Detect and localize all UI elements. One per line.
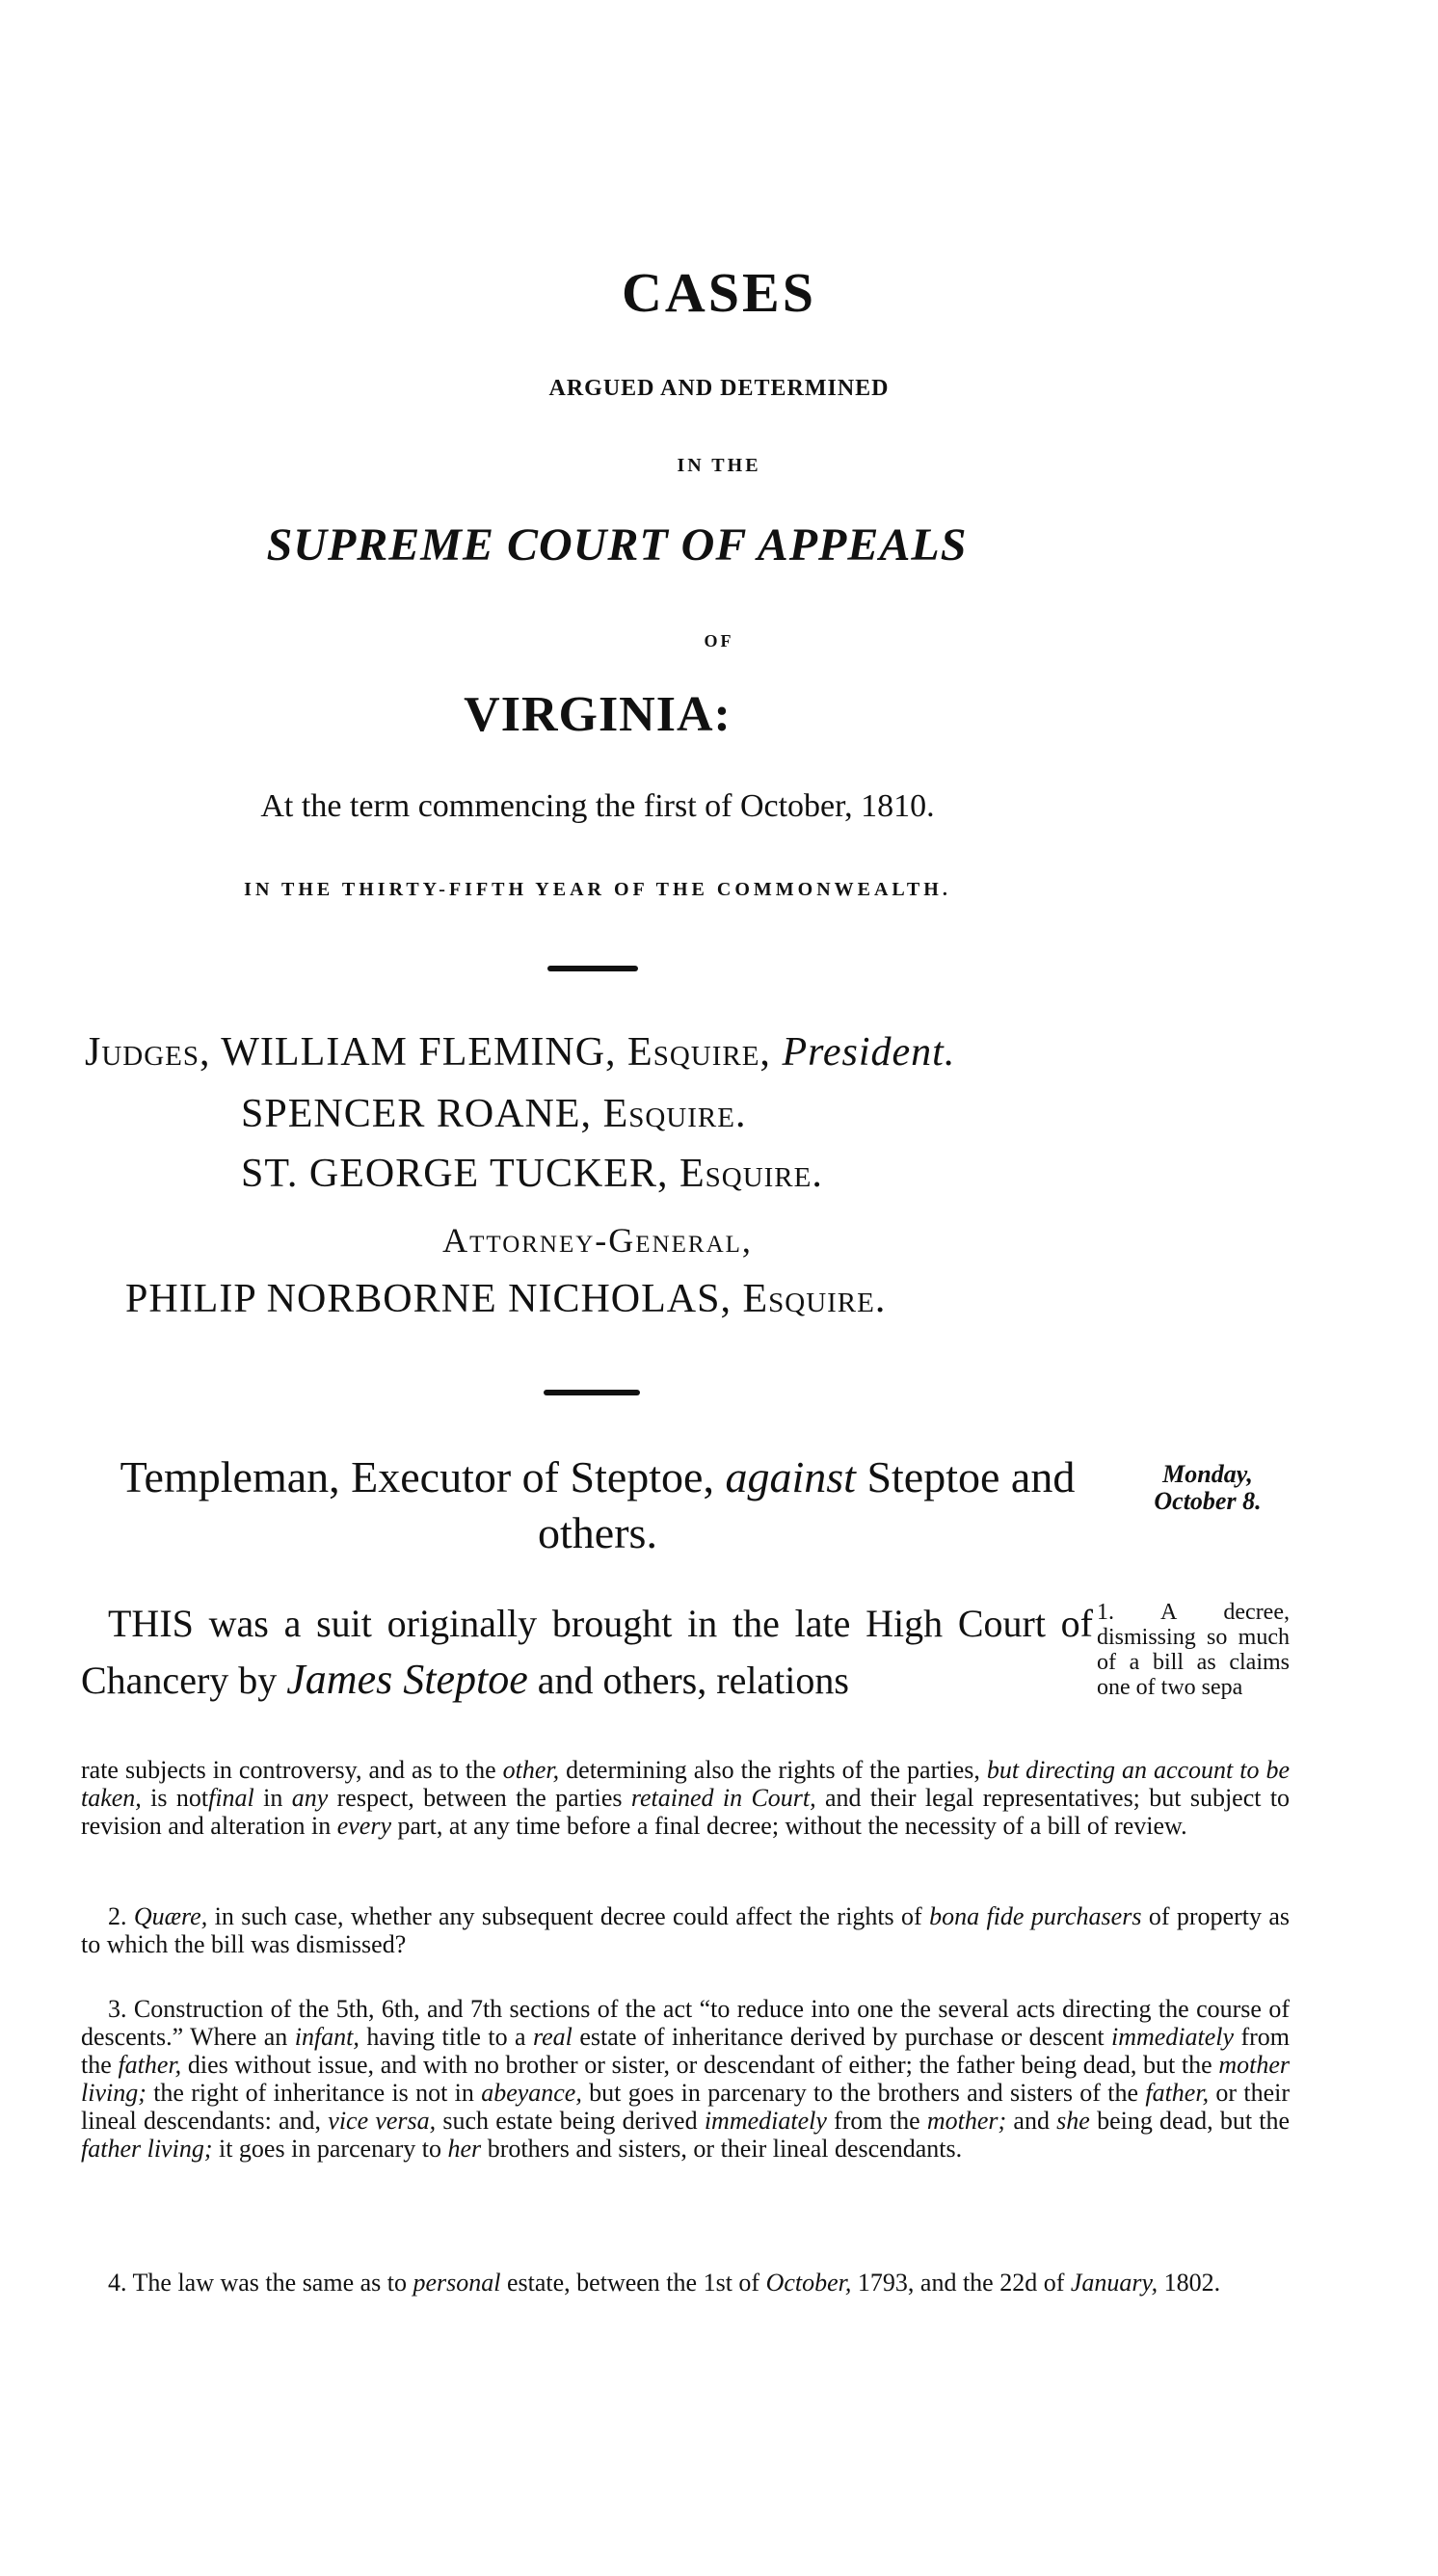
judge-line-tucker (241, 1151, 823, 1197)
note-text: 4. The law was the same as to (108, 2269, 407, 2297)
note-emph: real (532, 2023, 573, 2051)
note-emph: vice versa, (328, 2107, 437, 2135)
note-emph: other, (502, 1756, 560, 1784)
court-name: SUPREME COURT OF APPEALS (266, 519, 968, 571)
note-text: but goes in parcenary to the brothers and sisters of the (589, 2079, 1139, 2107)
note-emph: immediately (1110, 2023, 1235, 2051)
judge-line-fleming (85, 1029, 955, 1076)
subtitle-of: OF (704, 631, 734, 651)
note-text: rate subjects in controversy, and as to the (81, 1756, 496, 1784)
note-emph: personal (413, 2269, 501, 2297)
note-text: in (263, 1784, 283, 1812)
note-emph: but directing an account to be taken, (81, 1756, 1291, 1812)
note-text: determining also the rights of the parties, (566, 1756, 980, 1784)
case-title-part: Steptoe and others. (538, 1452, 1076, 1557)
note-text: estate, between the 1st of (507, 2269, 760, 2297)
judge-name: SPENCER ROANE, (241, 1092, 593, 1136)
note-emph: October, (765, 2269, 852, 2297)
headnote-1-continued (81, 1756, 1290, 1840)
party-name: James Steptoe (286, 1656, 528, 1703)
judge-name: WILLIAM FLEMING, (221, 1030, 617, 1075)
note-text: is not (150, 1784, 209, 1812)
attorney-general-name: PHILIP NORBORNE NICHOLAS, (125, 1277, 732, 1321)
note-text: such estate being derived (442, 2107, 698, 2135)
note-emph: retained in Court, (630, 1784, 816, 1812)
note-emph: mother; (926, 2107, 1007, 2135)
case-title-part: Templeman, Executor of Steptoe, (120, 1452, 714, 1501)
note-text: 3. Construction of the 5th, 6th, and 7th sections of the act “to reduce into one the several acts directing the course of descents.” Where an (81, 1995, 1290, 2051)
note-text: the right of inheritance is not in (153, 2079, 474, 2107)
note-emph: her (447, 2135, 482, 2163)
headnote-2 (81, 1902, 1290, 1958)
note-text: respect, between the parties (336, 1784, 623, 1812)
note-emph: immediately (704, 2107, 827, 2135)
note-text: having title to a (366, 2023, 526, 2051)
judge-suffix: Esquire. (602, 1092, 747, 1136)
case-date-note (1126, 1461, 1290, 1515)
ornamental-rule (544, 1390, 640, 1395)
judge-name: ST. GEORGE TUCKER, (241, 1152, 669, 1196)
note-text: 1802. (1163, 2269, 1221, 2297)
note-number: 2. (108, 1902, 127, 1930)
body-paragraph (81, 1596, 1093, 1709)
note-emph: January, (1070, 2269, 1158, 2297)
body-text: and others, relations (537, 1659, 849, 1702)
note-emph: she (1056, 2107, 1090, 2135)
note-text: being dead, but the (1097, 2107, 1291, 2135)
note-text: and their legal representatives; but subject to revision and alteration in (81, 1784, 1291, 1840)
note-text: part, at any time before a final decree; without the necessity of a bill of review. (397, 1812, 1187, 1840)
note-text: or their lineal descendants: and, (81, 2079, 1291, 2135)
note-emph: father, (1145, 2079, 1210, 2107)
margin-headnote: 1. A decree, dismissing so much of a bill as claims one of two sepa (1097, 1600, 1290, 1700)
note-text: dies without issue, and with no brother or sister, or descendant of either; the father being dead, but the (187, 2051, 1212, 2079)
headnote-3 (81, 1995, 1290, 2163)
note-text: of property as to which the bill was dismissed? (81, 1902, 1291, 1958)
note-text: in such case, whether any subsequent decree could affect the rights of (214, 1902, 922, 1930)
note-emph: mother living; (81, 2051, 1291, 2107)
note-text: 1793, and the 22d of (857, 2269, 1065, 2297)
judges-label: Judges, (85, 1030, 211, 1075)
note-emph: final (208, 1784, 254, 1812)
judge-suffix: Esquire, (627, 1030, 771, 1075)
note-emph: Quære, (133, 1902, 208, 1930)
year-line: IN THE THIRTY-FIFTH YEAR OF THE COMMONWEALTH. (244, 879, 951, 900)
state-name: VIRGINIA: (464, 687, 732, 742)
attorney-general-name-line (125, 1276, 886, 1322)
headnote-4 (81, 2269, 1290, 2297)
note-emph: abeyance, (481, 2079, 582, 2107)
note-text: from the (834, 2107, 920, 2135)
note-emph: father living; (81, 2135, 213, 2163)
term-line: At the term commencing the first of October, 1810. (260, 788, 935, 824)
note-emph: every (336, 1812, 391, 1840)
note-emph: bona fide purchasers (929, 1902, 1142, 1930)
note-text: from the (81, 2023, 1291, 2079)
ornamental-rule (547, 966, 638, 971)
body-text: THIS was a suit originally brought in the late High Court of Chancery by (81, 1602, 1093, 1702)
case-title (77, 1449, 1118, 1561)
case-date-day: Monday, (1162, 1460, 1253, 1488)
note-text: it goes in parcenary to (218, 2135, 442, 2163)
attorney-general-label: Attorney-General, (442, 1221, 753, 1260)
note-text: brothers and sisters, or their lineal descendants. (487, 2135, 963, 2163)
case-title-against: against (725, 1452, 856, 1501)
case-date-month: October 8. (1154, 1487, 1262, 1515)
judge-line-roane (241, 1091, 746, 1137)
attorney-general-suffix: Esquire. (742, 1277, 887, 1321)
judge-title: President. (782, 1030, 956, 1075)
judge-suffix: Esquire. (679, 1152, 823, 1196)
note-text: estate of inheritance derived by purchase or descent (579, 2023, 1105, 2051)
note-text: and (1013, 2107, 1050, 2135)
note-emph: infant, (294, 2023, 360, 2051)
note-emph: father, (118, 2051, 182, 2079)
subtitle-in-the: IN THE (677, 455, 761, 476)
subtitle-argued: ARGUED AND DETERMINED (548, 376, 890, 401)
note-emph: any (291, 1784, 329, 1812)
page-title: CASES (622, 261, 816, 324)
